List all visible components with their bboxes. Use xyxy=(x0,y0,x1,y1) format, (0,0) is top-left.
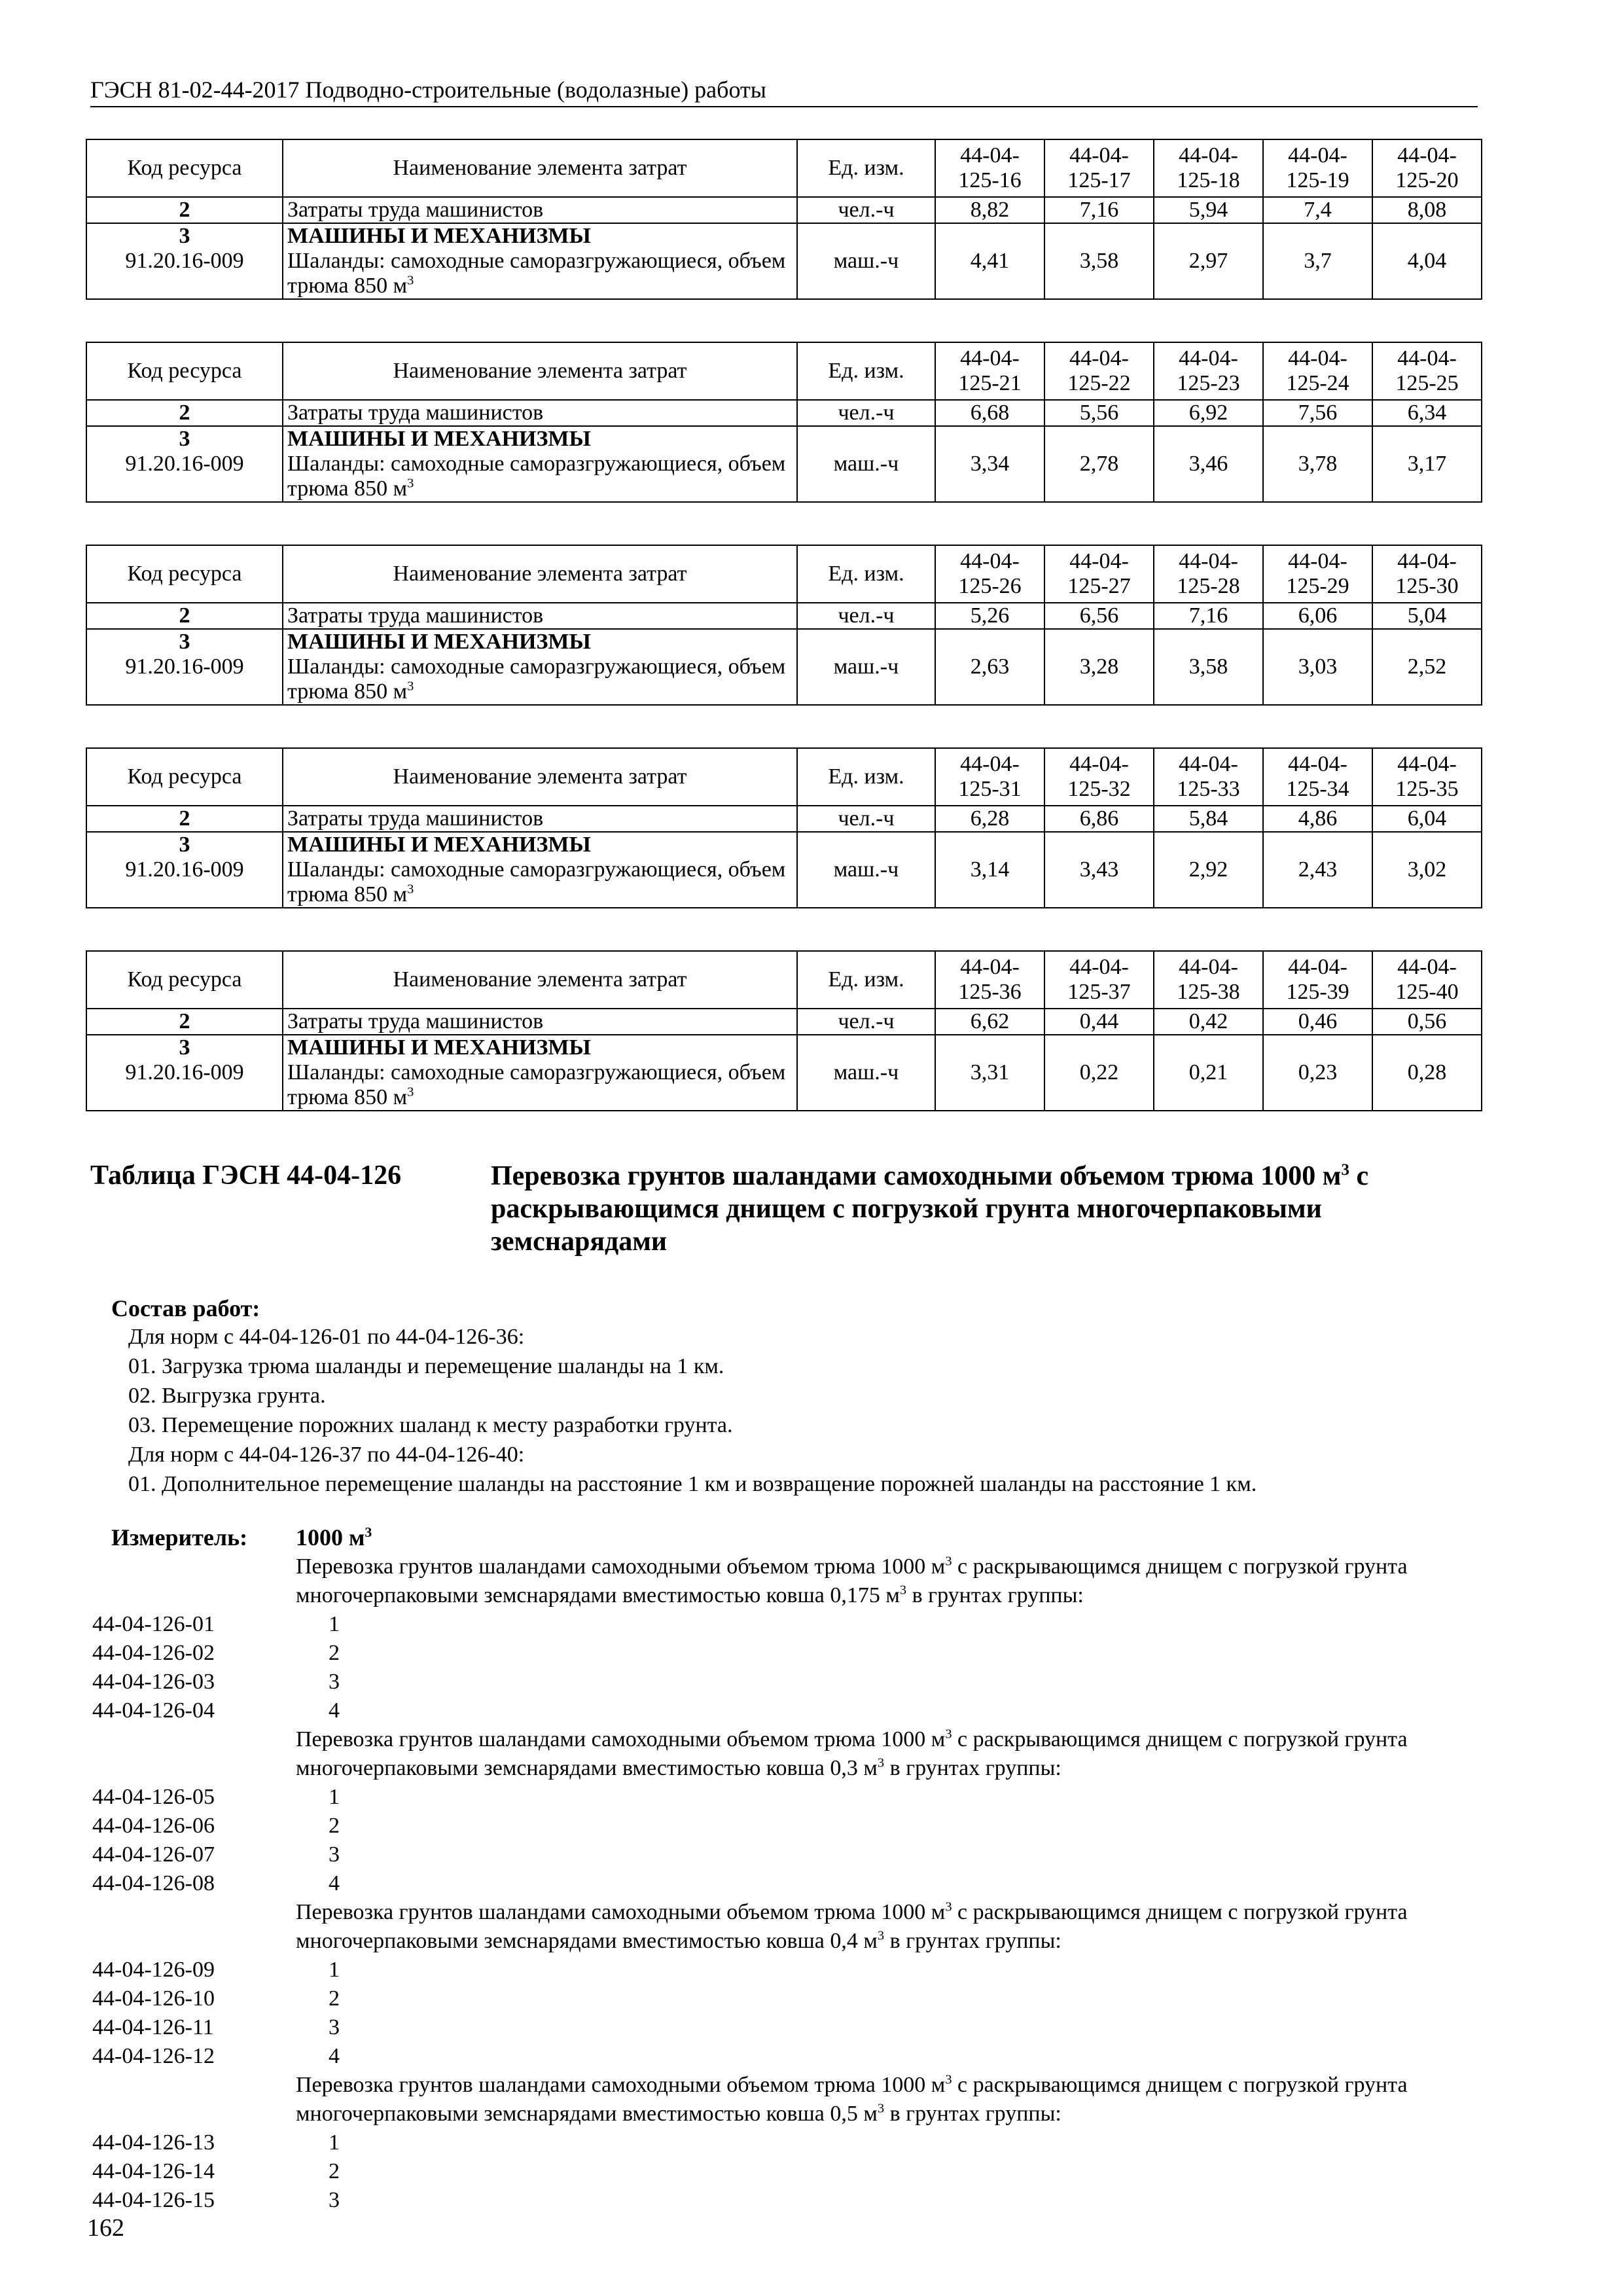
resource-value: 3,14 xyxy=(935,832,1044,908)
norm-group-description: Перевозка грунтов шаландами самоходными объемом трюма 1000 $м^3$ с раскрывающимся днищем с погрузкой грунта многочерпаковыми земснарядами вместимостью ковша 0,175 $м^3$ в грунтах группы: xyxy=(296,1554,1408,1607)
norm-code: 44-04-126-03 xyxy=(92,1670,215,1694)
meter-label: Измеритель: xyxy=(111,1524,248,1551)
norm-code-header: 44-04- 125-19 xyxy=(1263,139,1372,197)
resource-value: 3,28 xyxy=(1044,629,1154,705)
resource-value: 3,03 xyxy=(1263,629,1372,705)
resource-name xyxy=(283,832,797,908)
norm-code-header: 44-04- 125-38 xyxy=(1154,951,1263,1009)
norm-code-header: 44-04- 125-25 xyxy=(1372,342,1482,400)
norm-code-header: 44-04- 125-16 xyxy=(935,139,1044,197)
document-title: ГЭСН 81-02-44-2017 Подводно-строительные (водолазные) работы xyxy=(90,77,766,103)
norm-row xyxy=(0,1610,1623,1639)
table-row xyxy=(86,223,1482,299)
table-header-row xyxy=(86,951,1482,1009)
column-header: Ед. изм. xyxy=(797,951,935,1009)
group-name: МАШИНЫ И МЕХАНИЗМЫ xyxy=(287,224,591,248)
table-header-row xyxy=(86,545,1482,603)
group-name: МАШИНЫ И МЕХАНИЗМЫ xyxy=(287,833,591,857)
column-header: Наименование элемента затрат xyxy=(283,545,797,603)
resource-value: 6,34 xyxy=(1372,400,1482,426)
resource-value: 6,92 xyxy=(1154,400,1263,426)
group-name: МАШИНЫ И МЕХАНИЗМЫ xyxy=(287,630,591,654)
norm-code: 44-04-126-01 xyxy=(92,1612,215,1636)
column-header: Ед. изм. xyxy=(797,748,935,806)
norm-code-header: 44-04- 125-26 xyxy=(935,545,1044,603)
resource-unit: маш.-ч xyxy=(797,832,935,908)
resource-table xyxy=(86,747,1482,908)
norm-row xyxy=(0,2013,1623,2042)
resource-value: 3,02 xyxy=(1372,832,1482,908)
resource-value: 0,44 xyxy=(1044,1009,1154,1035)
norm-code-header: 44-04- 125-33 xyxy=(1154,748,1263,806)
resource-code: 2 xyxy=(86,197,283,223)
resource-value: 7,16 xyxy=(1044,197,1154,223)
norm-row xyxy=(0,1812,1623,1840)
column-header: Наименование элемента затрат xyxy=(283,748,797,806)
norm-code: 44-04-126-13 xyxy=(92,2130,215,2155)
table-row xyxy=(86,197,1482,223)
resource-value: 2,78 xyxy=(1044,426,1154,502)
table-row xyxy=(86,1009,1482,1035)
norm-code: 44-04-126-15 xyxy=(92,2188,215,2212)
work-composition-heading: Состав работ: xyxy=(111,1295,260,1321)
resource-value: 8,82 xyxy=(935,197,1044,223)
resource-value: 5,26 xyxy=(935,603,1044,629)
norm-code-header: 44-04- 125-20 xyxy=(1372,139,1482,197)
resource-value: 7,16 xyxy=(1154,603,1263,629)
resource-code xyxy=(86,1035,283,1111)
resource-code xyxy=(86,832,283,908)
soil-group: 3 xyxy=(329,1842,340,1867)
norm-code: 44-04-126-02 xyxy=(92,1641,215,1665)
soil-group: 1 xyxy=(329,1785,340,1809)
norm-code-header: 44-04- 125-37 xyxy=(1044,951,1154,1009)
column-header: Код ресурса xyxy=(86,139,283,197)
resource-code: 2 xyxy=(86,603,283,629)
norm-code: 44-04-126-07 xyxy=(92,1842,215,1867)
resource-value: 2,97 xyxy=(1154,223,1263,299)
resource-code: 2 xyxy=(86,1009,283,1035)
norm-code-header: 44-04- 125-29 xyxy=(1263,545,1372,603)
column-header: Ед. изм. xyxy=(797,139,935,197)
norm-code-header: 44-04- 125-36 xyxy=(935,951,1044,1009)
norm-row xyxy=(0,1783,1623,1812)
resource-unit: маш.-ч xyxy=(797,223,935,299)
norm-code-header: 44-04- 125-17 xyxy=(1044,139,1154,197)
group-code: 3 xyxy=(179,224,190,248)
resource-value: 0,28 xyxy=(1372,1035,1482,1111)
norm-row xyxy=(0,1639,1623,1668)
norm-row xyxy=(0,1984,1623,2013)
work-composition-list xyxy=(128,1322,1476,1499)
norm-code-header: 44-04- 125-28 xyxy=(1154,545,1263,603)
resource-value: 2,63 xyxy=(935,629,1044,705)
machine-code: 91.20.16-009 xyxy=(125,452,244,476)
resource-name: Затраты труда машинистов xyxy=(283,1009,797,1035)
resource-name: Затраты труда машинистов xyxy=(283,603,797,629)
resource-value: 6,28 xyxy=(935,806,1044,832)
table-label: Таблица ГЭСН 44-04-126 xyxy=(90,1160,402,1191)
resource-code xyxy=(86,426,283,502)
norm-code: 44-04-126-10 xyxy=(92,1986,215,2011)
norm-code-header: 44-04- 125-30 xyxy=(1372,545,1482,603)
work-line: 01. Дополнительное перемещение шаланды на расстояние 1 км и возвращение порожней шаланды на расстояние 1 км. xyxy=(128,1472,1257,1496)
resource-unit: чел.-ч xyxy=(797,1009,935,1035)
norm-row xyxy=(0,2042,1623,2071)
resource-unit: маш.-ч xyxy=(797,1035,935,1111)
resource-value: 3,31 xyxy=(935,1035,1044,1111)
norm-code-header: 44-04- 125-22 xyxy=(1044,342,1154,400)
resource-value: 3,58 xyxy=(1044,223,1154,299)
resource-name xyxy=(283,629,797,705)
resource-value: 5,04 xyxy=(1372,603,1482,629)
norm-row xyxy=(0,1869,1623,1898)
resource-value: 0,42 xyxy=(1154,1009,1263,1035)
resource-value: 4,04 xyxy=(1372,223,1482,299)
resource-value: 5,84 xyxy=(1154,806,1263,832)
table-header-row xyxy=(86,139,1482,197)
norm-code: 44-04-126-09 xyxy=(92,1958,215,1982)
resource-unit: маш.-ч xyxy=(797,629,935,705)
resource-value: 3,78 xyxy=(1263,426,1372,502)
resource-table xyxy=(86,950,1482,1111)
norm-code: 44-04-126-05 xyxy=(92,1785,215,1809)
soil-group: 2 xyxy=(329,1814,340,1838)
norm-code: 44-04-126-11 xyxy=(92,2015,214,2039)
resource-name: Затраты труда машинистов xyxy=(283,400,797,426)
soil-group: 4 xyxy=(329,2044,340,2068)
machine-name: Шаланды: самоходные саморазгружающиеся, объем трюма 850 $м^3$ xyxy=(287,249,786,298)
resource-value: 7,4 xyxy=(1263,197,1372,223)
norm-row xyxy=(0,2157,1623,2186)
table-row xyxy=(86,1035,1482,1111)
column-header: Ед. изм. xyxy=(797,342,935,400)
norm-code: 44-04-126-06 xyxy=(92,1814,215,1838)
column-header: Наименование элемента затрат xyxy=(283,139,797,197)
norm-code-header: 44-04- 125-40 xyxy=(1372,951,1482,1009)
norm-code-header: 44-04- 125-34 xyxy=(1263,748,1372,806)
resource-unit: чел.-ч xyxy=(797,806,935,832)
resource-value: 7,56 xyxy=(1263,400,1372,426)
table-row xyxy=(86,400,1482,426)
resource-unit: чел.-ч xyxy=(797,400,935,426)
resource-name: Затраты труда машинистов xyxy=(283,197,797,223)
resource-value: 6,86 xyxy=(1044,806,1154,832)
norm-code-header: 44-04- 125-35 xyxy=(1372,748,1482,806)
machine-name: Шаланды: самоходные саморазгружающиеся, объем трюма 850 $м^3$ xyxy=(287,1060,786,1109)
column-header: Ед. изм. xyxy=(797,545,935,603)
meter-unit: 1000 $м^3$ xyxy=(296,1524,372,1551)
resource-value: 3,34 xyxy=(935,426,1044,502)
resource-value: 4,86 xyxy=(1263,806,1372,832)
resource-value: 2,92 xyxy=(1154,832,1263,908)
norm-code: 44-04-126-08 xyxy=(92,1871,215,1895)
resource-value: 6,04 xyxy=(1372,806,1482,832)
resource-code xyxy=(86,629,283,705)
table-row xyxy=(86,426,1482,502)
norm-code-header: 44-04- 125-39 xyxy=(1263,951,1372,1009)
soil-group: 3 xyxy=(329,2015,340,2039)
soil-group: 1 xyxy=(329,1612,340,1636)
resource-value: 5,94 xyxy=(1154,197,1263,223)
resource-value: 0,46 xyxy=(1263,1009,1372,1035)
resource-code: 2 xyxy=(86,400,283,426)
machine-name: Шаланды: самоходные саморазгружающиеся, объем трюма 850 $м^3$ xyxy=(287,655,786,704)
norm-group-description: Перевозка грунтов шаландами самоходными объемом трюма 1000 $м^3$ с раскрывающимся днищем с погрузкой грунта многочерпаковыми земснарядами вместимостью ковша 0,5 $м^3$ в грунтах группы: xyxy=(296,2072,1408,2126)
norm-row xyxy=(0,1956,1623,1984)
table-title: Перевозка грунтов шаландами самоходными объемом трюма 1000 $м^3$ с раскрывающимся днищем с погрузкой грунта многочерпаковыми земснарядами xyxy=(491,1161,1369,1257)
norm-code: 44-04-126-14 xyxy=(92,2159,215,2183)
soil-group: 4 xyxy=(329,1698,340,1723)
resource-value: 6,68 xyxy=(935,400,1044,426)
work-line: 03. Перемещение порожних шаланд к месту разработки грунта. xyxy=(128,1413,733,1437)
soil-group: 1 xyxy=(329,1958,340,1982)
column-header: Код ресурса xyxy=(86,342,283,400)
group-code: 3 xyxy=(179,833,190,857)
table-row xyxy=(86,832,1482,908)
machine-code: 91.20.16-009 xyxy=(125,857,244,882)
table-row xyxy=(86,603,1482,629)
norm-code: 44-04-126-04 xyxy=(92,1698,215,1723)
resource-value: 4,41 xyxy=(935,223,1044,299)
soil-group: 1 xyxy=(329,2130,340,2155)
norm-group-description: Перевозка грунтов шаландами самоходными объемом трюма 1000 $м^3$ с раскрывающимся днищем с погрузкой грунта многочерпаковыми земснарядами вместимостью ковша 0,3 $м^3$ в грунтах группы: xyxy=(296,1727,1408,1780)
resource-value: 3,17 xyxy=(1372,426,1482,502)
machine-code: 91.20.16-009 xyxy=(125,655,244,679)
norm-row xyxy=(0,2128,1623,2157)
resource-value: 8,08 xyxy=(1372,197,1482,223)
table-row xyxy=(86,806,1482,832)
work-line: 02. Выгрузка грунта. xyxy=(128,1384,326,1408)
resource-value: 2,43 xyxy=(1263,832,1372,908)
resource-value: 0,21 xyxy=(1154,1035,1263,1111)
soil-group: 2 xyxy=(329,2159,340,2183)
resource-code: 2 xyxy=(86,806,283,832)
work-line: Для норм с 44-04-126-01 по 44-04-126-36: xyxy=(128,1325,525,1349)
resource-name: Затраты труда машинистов xyxy=(283,806,797,832)
soil-group: 2 xyxy=(329,1641,340,1665)
resource-value: 3,43 xyxy=(1044,832,1154,908)
norm-code: 44-04-126-12 xyxy=(92,2044,215,2068)
soil-group: 3 xyxy=(329,1670,340,1694)
norm-code-header: 44-04- 125-31 xyxy=(935,748,1044,806)
machine-name: Шаланды: самоходные саморазгружающиеся, объем трюма 850 $м^3$ xyxy=(287,857,786,906)
resource-code xyxy=(86,223,283,299)
column-header: Наименование элемента затрат xyxy=(283,342,797,400)
resource-value: 2,52 xyxy=(1372,629,1482,705)
group-code: 3 xyxy=(179,1035,190,1060)
resource-name xyxy=(283,426,797,502)
norm-group-description: Перевозка грунтов шаландами самоходными объемом трюма 1000 $м^3$ с раскрывающимся днищем с погрузкой грунта многочерпаковыми земснарядами вместимостью ковша 0,4 $м^3$ в грунтах группы: xyxy=(296,1899,1408,1953)
resource-unit: чел.-ч xyxy=(797,197,935,223)
resource-unit: маш.-ч xyxy=(797,426,935,502)
norm-code-header: 44-04- 125-24 xyxy=(1263,342,1372,400)
norm-row xyxy=(0,2186,1623,2215)
resource-unit: чел.-ч xyxy=(797,603,935,629)
column-header: Код ресурса xyxy=(86,545,283,603)
norm-code-header: 44-04- 125-27 xyxy=(1044,545,1154,603)
column-header: Код ресурса xyxy=(86,748,283,806)
norm-row xyxy=(0,1840,1623,1869)
norm-row xyxy=(0,1668,1623,1696)
soil-group: 4 xyxy=(329,1871,340,1895)
table-header-row xyxy=(86,748,1482,806)
resource-value: 3,46 xyxy=(1154,426,1263,502)
resource-value: 0,22 xyxy=(1044,1035,1154,1111)
resource-value: 3,7 xyxy=(1263,223,1372,299)
resource-table xyxy=(86,139,1482,300)
soil-group: 3 xyxy=(329,2188,340,2212)
resource-value: 6,56 xyxy=(1044,603,1154,629)
norm-code-header: 44-04- 125-21 xyxy=(935,342,1044,400)
column-header: Наименование элемента затрат xyxy=(283,951,797,1009)
group-name: МАШИНЫ И МЕХАНИЗМЫ xyxy=(287,1035,591,1060)
table-header-row xyxy=(86,342,1482,400)
resource-value: 0,56 xyxy=(1372,1009,1482,1035)
resource-value: 6,62 xyxy=(935,1009,1044,1035)
work-line: Для норм с 44-04-126-37 по 44-04-126-40: xyxy=(128,1443,525,1467)
soil-group: 2 xyxy=(329,1986,340,2011)
work-line: 01. Загрузка трюма шаланды и перемещение шаланды на 1 км. xyxy=(128,1354,724,1378)
machine-code: 91.20.16-009 xyxy=(125,249,244,273)
norm-row xyxy=(0,1696,1623,1725)
group-name: МАШИНЫ И МЕХАНИЗМЫ xyxy=(287,427,591,451)
resource-table xyxy=(86,342,1482,503)
table-row xyxy=(86,629,1482,705)
norm-code-header: 44-04- 125-18 xyxy=(1154,139,1263,197)
page-header xyxy=(90,76,1478,107)
norm-code-header: 44-04- 125-32 xyxy=(1044,748,1154,806)
resource-name xyxy=(283,223,797,299)
machine-code: 91.20.16-009 xyxy=(125,1060,244,1085)
machine-name: Шаланды: самоходные саморазгружающиеся, объем трюма 850 $м^3$ xyxy=(287,452,786,501)
page-number: 162 xyxy=(87,2214,124,2242)
resource-value: 3,58 xyxy=(1154,629,1263,705)
resource-value: 6,06 xyxy=(1263,603,1372,629)
resource-table xyxy=(86,545,1482,706)
resource-name xyxy=(283,1035,797,1111)
resource-value: 0,23 xyxy=(1263,1035,1372,1111)
resource-value: 5,56 xyxy=(1044,400,1154,426)
group-code: 3 xyxy=(179,630,190,654)
group-code: 3 xyxy=(179,427,190,451)
norm-code-header: 44-04- 125-23 xyxy=(1154,342,1263,400)
column-header: Код ресурса xyxy=(86,951,283,1009)
